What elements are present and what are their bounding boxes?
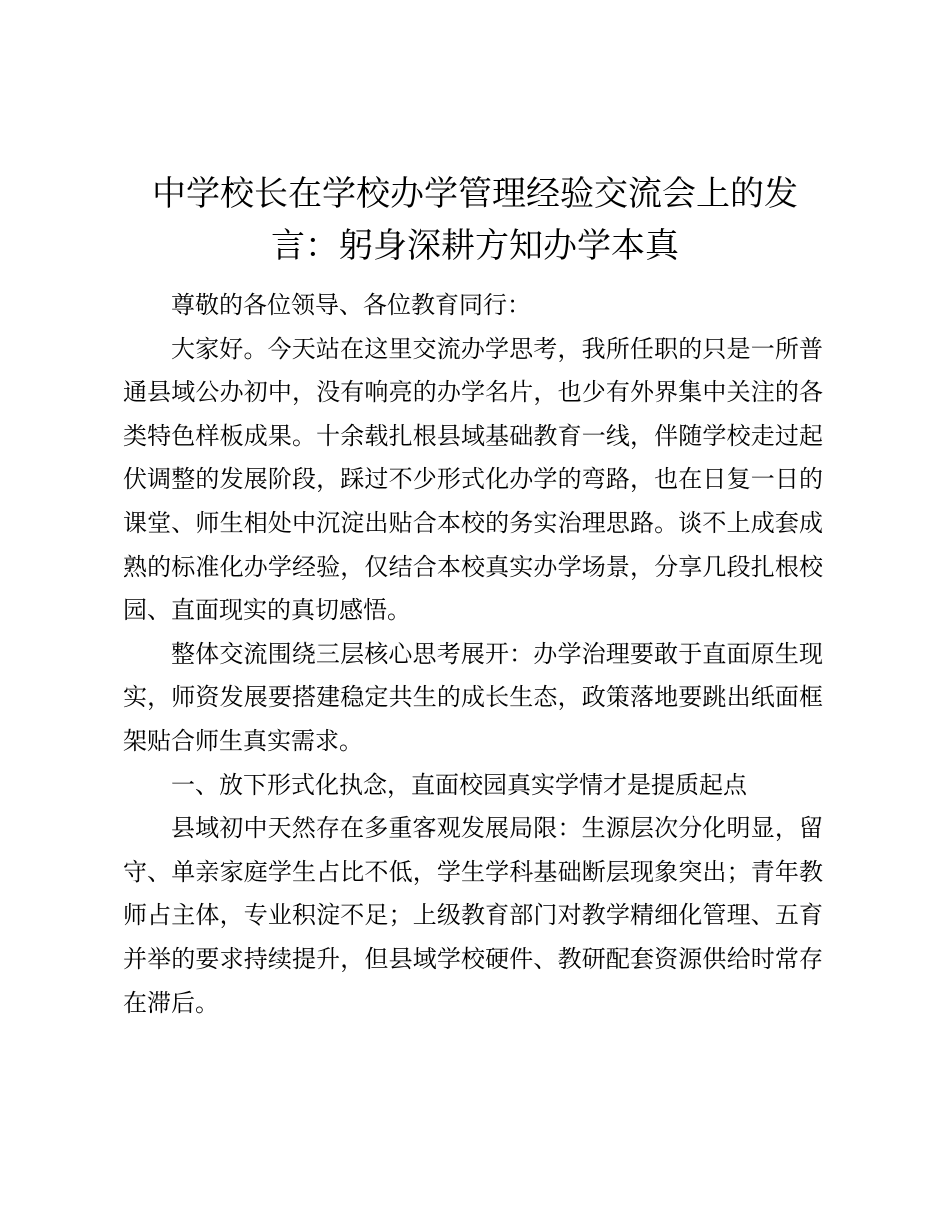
opening-paragraph: 大家好。今天站在这里交流办学思考，我所任职的只是一所普通县域公办初中，没有响亮的办学名片，也少有外界集中关注的各类特色样板成果。十余载扎根县域基础教育一线，伴随学校走过起伏调整的发展阶段，踩过不少形式化办学的弯路，也在日复一日的课堂、师生相处中沉淀出贴合本校的务实治理思路。谈不上成套成熟的标准化办学经验，仅结合本校真实办学场景，分享几段扎根校园、直面现实的真切感悟。 [123,334,823,625]
section-one-paragraph: 县域初中天然存在多重客观发展局限：生源层次分化明显，留守、单亲家庭学生占比不低，学生学科基础断层现象突出；青年教师占主体，专业积淀不足；上级教育部门对教学精细化管理、五育并举的要求持续提升，但县域学校硬件、教研配套资源供给时常存在滞后。 [123,814,823,1017]
overview-paragraph: 整体交流围绕三层核心思考展开：办学治理要敢于直面原生现实，师资发展要搭建稳定共生的成长生态，政策落地要跳出纸面框架贴合师生真实需求。 [123,639,823,755]
document-title: 中学校长在学校办学管理经验交流会上的发言：躬身深耕方知办学本真 [152,174,798,266]
greeting-paragraph: 尊敬的各位领导、各位教育同行： [171,291,531,319]
section-heading-one: 一、放下形式化执念，直面校园真实学情才是提质起点 [171,770,747,799]
document-body [123,284,823,1025]
